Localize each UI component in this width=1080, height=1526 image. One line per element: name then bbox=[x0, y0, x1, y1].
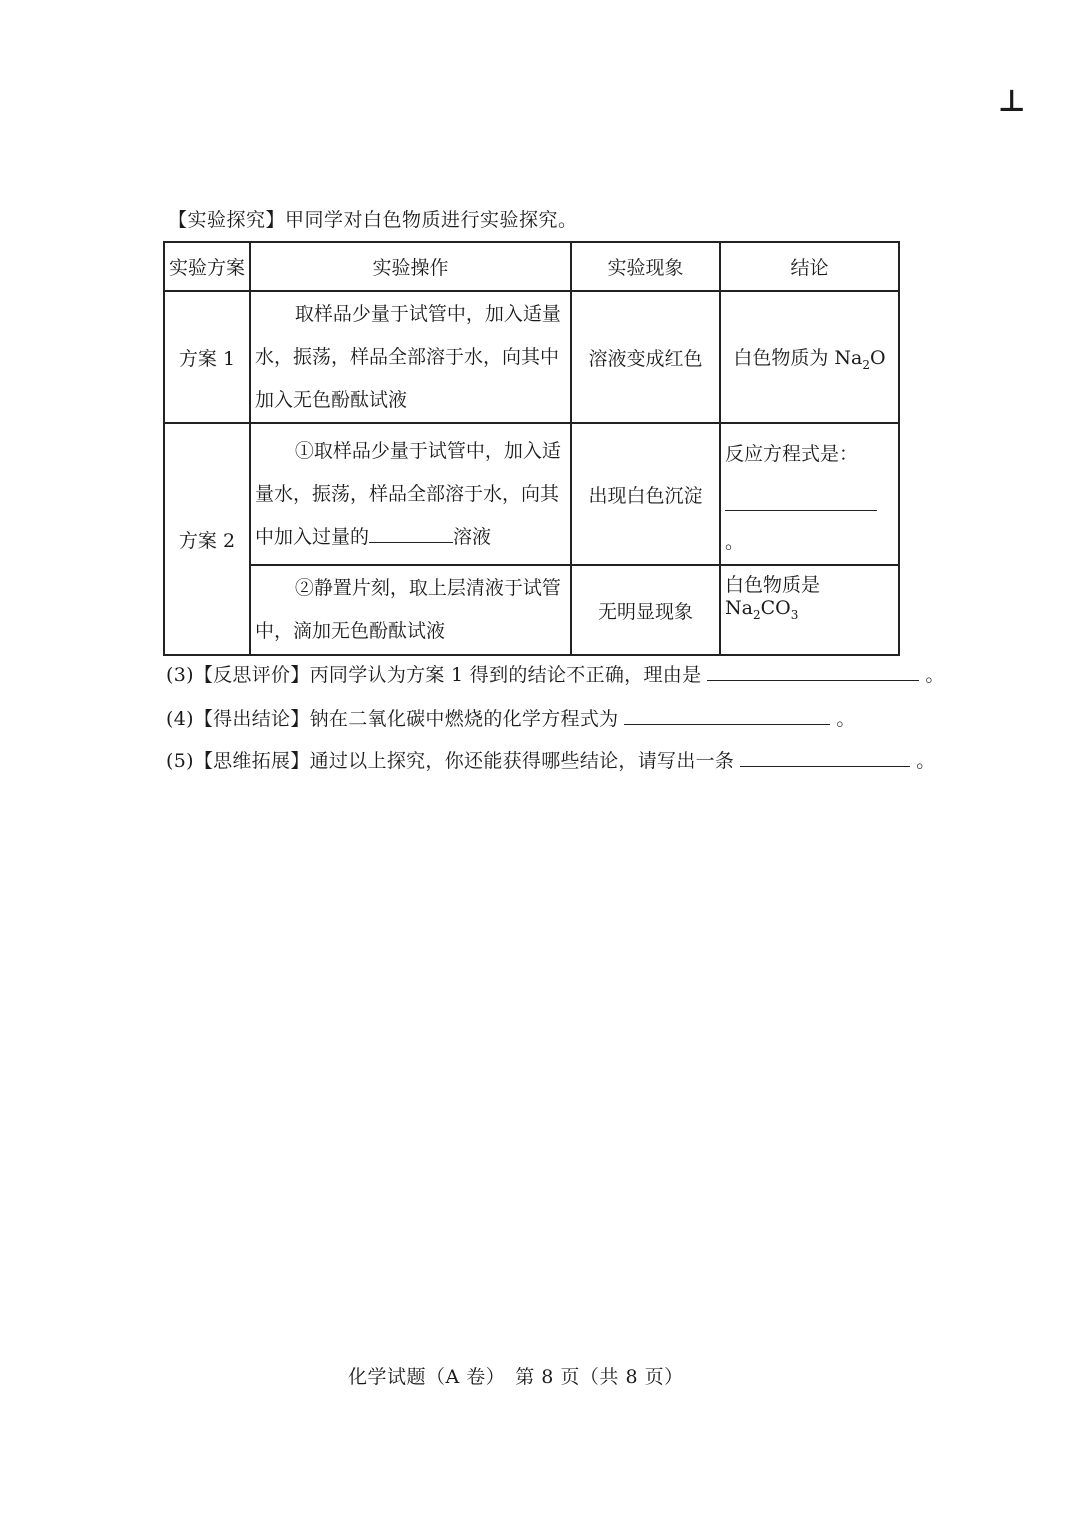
question-3-end: 。 bbox=[925, 664, 945, 686]
experiment-table bbox=[163, 241, 900, 656]
question-3-text: (3)【反思评价】丙同学认为方案 1 得到的结论不正确，理由是 bbox=[166, 664, 702, 686]
plan2-step1-operation-text: ①取样品少量于试管中，加入适量水，振荡，样品全部溶于水，向其中加入过量的 bbox=[255, 439, 561, 548]
table-row-plan2-step1 bbox=[164, 423, 899, 565]
plan1-conclusion-text: 白色物质为 Na bbox=[733, 346, 863, 369]
equation-answer-blank[interactable] bbox=[725, 488, 877, 511]
question-4-end: 。 bbox=[836, 708, 856, 730]
question-5 bbox=[166, 746, 936, 773]
table-row-plan1 bbox=[164, 291, 899, 423]
question-5-text: (5)【思维拓展】通过以上探究，你还能获得哪些结论，请写出一条 bbox=[166, 750, 735, 772]
plan2-step2-phenomenon: 无明显现象 bbox=[571, 565, 720, 655]
question-3 bbox=[166, 660, 945, 687]
page-footer: 化学试题（A 卷） 第 8 页（共 8 页） bbox=[348, 1366, 684, 1388]
plan2-step1-conclusion bbox=[720, 423, 899, 565]
plan2-step1-operation bbox=[250, 423, 571, 565]
header-operation: 实验操作 bbox=[250, 242, 571, 291]
question-4 bbox=[166, 704, 856, 731]
table-header-row bbox=[164, 242, 899, 291]
header-conclusion: 结论 bbox=[720, 242, 899, 291]
plan1-operation: 取样品少量于试管中，加入适量水，振荡，样品全部溶于水，向其中加入无色酚酞试液 bbox=[250, 291, 571, 423]
plan2-name: 方案 2 bbox=[164, 423, 250, 655]
question-5-end: 。 bbox=[916, 750, 936, 772]
question-4-answer-blank[interactable] bbox=[624, 704, 830, 725]
plan2-step2-conclusion bbox=[720, 565, 899, 655]
equation-label: 反应方程式是： bbox=[725, 443, 859, 465]
plan2-step2-conclusion-sub1: 2 bbox=[752, 607, 761, 622]
question-4-text: (4)【得出结论】钠在二氧化碳中燃烧的化学方程式为 bbox=[166, 708, 619, 730]
question-3-answer-blank[interactable] bbox=[707, 660, 919, 681]
question-5-answer-blank[interactable] bbox=[740, 746, 910, 767]
plan2-step1-operation-tail: 溶液 bbox=[453, 525, 492, 548]
header-phenomenon: 实验现象 bbox=[571, 242, 720, 291]
plan2-step2-conclusion-mid: CO bbox=[760, 597, 791, 619]
plan1-conclusion bbox=[720, 291, 899, 423]
plan2-step2-conclusion-text: 白色物质是 Na bbox=[725, 574, 821, 619]
table-row-plan2-step2 bbox=[164, 565, 899, 655]
equation-end-mark: 。 bbox=[725, 531, 745, 553]
corner-mark: ⊥ bbox=[998, 84, 1026, 119]
intro-text: 【实验探究】甲同学对白色物质进行实验探究。 bbox=[168, 209, 578, 231]
plan2-step2-conclusion-sub2: 3 bbox=[790, 607, 799, 622]
plan2-step1-phenomenon: 出现白色沉淀 bbox=[571, 423, 720, 565]
plan1-phenomenon: 溶液变成红色 bbox=[571, 291, 720, 423]
plan1-conclusion-tail: O bbox=[870, 346, 886, 369]
plan1-conclusion-sub: 2 bbox=[862, 357, 871, 372]
header-plan: 实验方案 bbox=[164, 242, 250, 291]
reagent-answer-blank[interactable] bbox=[369, 520, 453, 543]
plan1-name: 方案 1 bbox=[164, 291, 250, 423]
plan2-step2-operation: ②静置片刻，取上层清液于试管中，滴加无色酚酞试液 bbox=[250, 565, 571, 655]
